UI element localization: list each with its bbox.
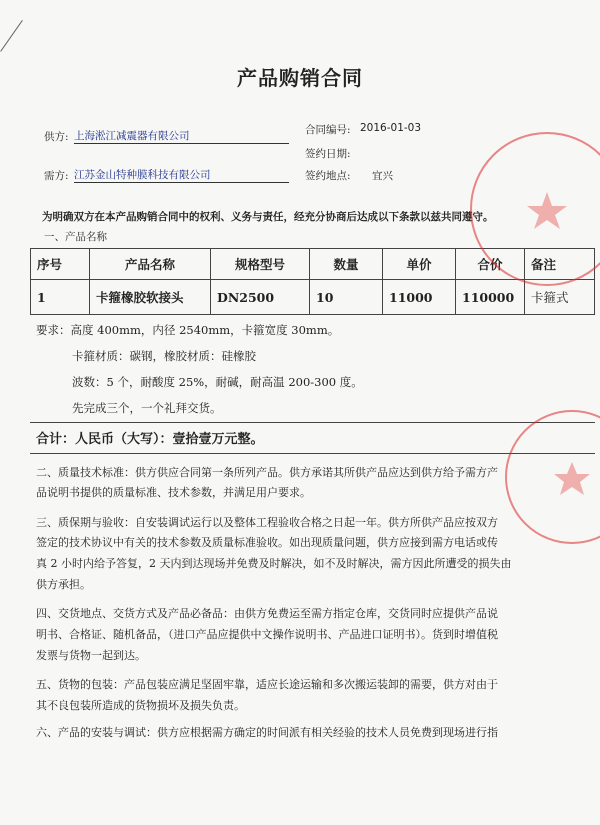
- cell-total-price: 110000: [456, 280, 525, 315]
- clause-line: 明书、合格证、随机备品，（进口产品应提供中文操作说明书、产品进口证明书）。货到时增值税: [36, 628, 498, 641]
- section-product-name: 一、产品名称: [44, 231, 107, 243]
- buyer-label: 需方:: [44, 170, 69, 182]
- col-header: 合价: [456, 249, 525, 280]
- clause-line: 发票与货物一起到达。: [36, 649, 146, 662]
- sign-place-label: 签约地点:: [305, 170, 351, 182]
- page-title: 产品购销合同: [237, 66, 363, 90]
- clause-line: 品说明书提供的质量标准、技术参数，并满足用户要求。: [36, 486, 311, 499]
- cell-qty: 10: [310, 280, 383, 315]
- cell-unit-price: 11000: [383, 280, 456, 315]
- clause-line: 四、交货地点、交货方式及产品必备品：由供方免费运至需方指定仓库，交货同时应提供产品说: [36, 607, 498, 620]
- clause-line: 真 2 小时内给予答复，2 天内到达现场并免费及时解决，如不及时解决，需方因此所遭受的损失由: [36, 557, 512, 570]
- col-header: 单价: [383, 249, 456, 280]
- table-row: [31, 280, 595, 315]
- sign-date-label: 签约日期:: [305, 148, 351, 160]
- clause-line: 其不良包装所造成的货物损坏及损失负责。: [36, 699, 245, 712]
- requirement-line: 卡箍材质：碳钢，橡胶材质：硅橡胶: [72, 349, 256, 363]
- seller-label: 供方:: [44, 131, 69, 143]
- clause-line: 六、产品的安装与调试：供方应根据需方确定的时间派有相关经验的技术人员免费到现场进行指: [36, 726, 498, 739]
- intro-text: 为明确双方在本产品购销合同中的权利、义务与责任，经充分协商后达成以下条款以兹共同遵守。: [42, 211, 494, 223]
- col-header: 序号: [31, 249, 90, 280]
- sign-place-value: 宜兴: [372, 170, 393, 182]
- clause-line: 签定的技术协议中有关的技术参数及质量标准验收。如出现质量问题，供方应接到需方电话或传: [36, 536, 498, 549]
- requirement-line: 波数：5 个，耐酸度 25%，耐碱，耐高温 200-300 度。: [72, 375, 363, 389]
- col-header: 产品名称: [90, 249, 211, 280]
- clause-line: 三、质保期与验收：自安装调试运行以及整体工程验收合格之日起一年。供方所供产品应按双方: [36, 516, 498, 529]
- contract-no-value: 2016-01-03: [360, 122, 422, 134]
- cell-spec: DN2500: [211, 280, 310, 315]
- seller-name: 上海淞江减震器有限公司: [74, 128, 289, 144]
- cell-index: 1: [31, 280, 90, 315]
- seal-star-icon: [472, 134, 600, 284]
- buyer-name: 江苏金山特种膜科技有限公司: [74, 167, 289, 183]
- requirement-line: 要求：高度 400mm，内径 2540mm，卡箍宽度 30mm。: [36, 323, 340, 337]
- total-amount: 合计：人民币（大写）：壹拾壹万元整。: [36, 432, 264, 447]
- clause-line: 供方承担。: [36, 578, 91, 591]
- col-header: 备注: [525, 249, 595, 280]
- seal-star-icon: [507, 412, 600, 542]
- cell-product: 卡箍橡胶软接头: [90, 280, 211, 315]
- contract-no-label: 合同编号:: [305, 124, 351, 136]
- seller-company-seal: [505, 410, 600, 544]
- cell-remark: 卡箍式: [525, 280, 595, 315]
- requirement-line: 先完成三个，一个礼拜交货。: [72, 401, 222, 415]
- col-header: 数量: [310, 249, 383, 280]
- clause-line: 二、质量技术标准：供方供应合同第一条所列产品。供方承诺其所供产品应达到供方给予需方产: [36, 466, 498, 479]
- pen-mark: [0, 20, 23, 52]
- buyer-contract-seal: [470, 132, 600, 286]
- col-header: 规格型号: [211, 249, 310, 280]
- clause-line: 五、货物的包装：产品包装应满足坚固牢靠，适应长途运输和多次搬运装卸的需要，供方对由于: [36, 678, 498, 691]
